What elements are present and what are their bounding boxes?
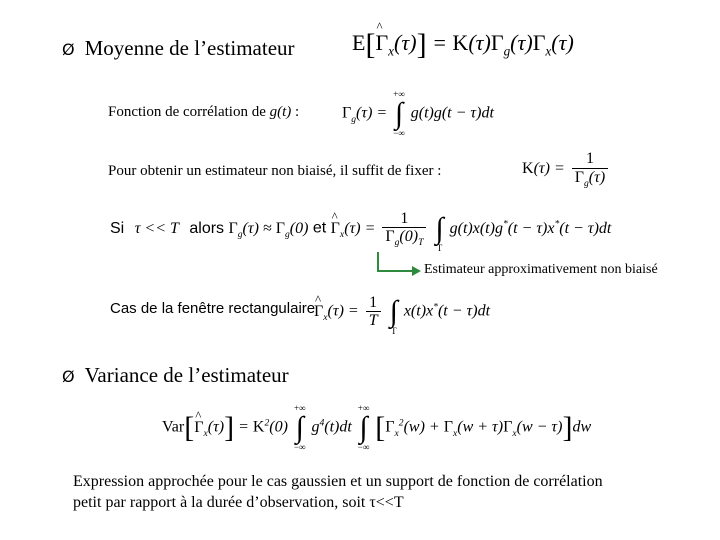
section-heading-mean bbox=[62, 36, 295, 61]
approx-line: Si τ << T alors $\Gamma_g(\tau) \approx \Gamma_g(0)$ et ^ $\Gamma_x(\tau)$ = $\frac{1}{\Gamma_g(0)_T}$ ∫ T g(t)x(t)g*(t − τ)x*(t − τ)dt bbox=[110, 205, 611, 253]
formula-rect-window: ^ $\Gamma_x(\tau)$ = $\frac{1}{T}$ ∫ T x(t)x*(t − τ)dt bbox=[314, 288, 490, 336]
formula-variance: Var[^ $\Gamma_x(\tau)] = K^2(0)$ +∞ ∫ −∞ $g^4(t)dt$ +∞ ∫ −∞ $[\Gamma_x^2(w) + \Gamma_x(w + \tau)\Gamma_x(w - \tau)]dw$ bbox=[162, 404, 591, 452]
section-heading-variance bbox=[62, 363, 289, 388]
section-title-variance: Variance de l’estimateur bbox=[84, 363, 289, 387]
bullet-arrow-icon: Ø bbox=[62, 40, 75, 59]
arrow-right-icon bbox=[412, 266, 421, 276]
conclusion-text bbox=[73, 471, 603, 513]
unbiased-label: Pour obtenir un estimateur non biaisé, il suffit de fixer : bbox=[108, 163, 442, 179]
formula-K: K(τ) = $\frac{1}{\Gamma_g(\tau)}$ bbox=[522, 150, 611, 189]
bullet-arrow-icon: Ø bbox=[62, 367, 75, 386]
note-connector bbox=[377, 252, 415, 272]
approx-note: Estimateur approximativement non biaisé bbox=[424, 262, 658, 277]
section-title-mean: Moyenne de l’estimateur bbox=[84, 36, 295, 60]
rect-window-label: Cas de la fenêtre rectangulaire bbox=[110, 300, 316, 317]
conclusion-line-1: Expression approchée pour le cas gaussien et un support de fonction de corrélation bbox=[73, 473, 603, 490]
conclusion-line-2: petit par rapport à la durée d’observation, soit τ<<T bbox=[73, 494, 404, 511]
formula-correlation: $\Gamma_g(\tau)$ = +∞ ∫ −∞ g(t)g(t − τ)dt bbox=[342, 89, 494, 138]
correlation-label: Fonction de corrélation de g(t) : bbox=[108, 104, 300, 120]
formula-mean: E[^ $\Gamma_x(\tau)] = K(\tau)\Gamma_g(\tau)\Gamma_x(\tau)$ bbox=[352, 30, 574, 60]
